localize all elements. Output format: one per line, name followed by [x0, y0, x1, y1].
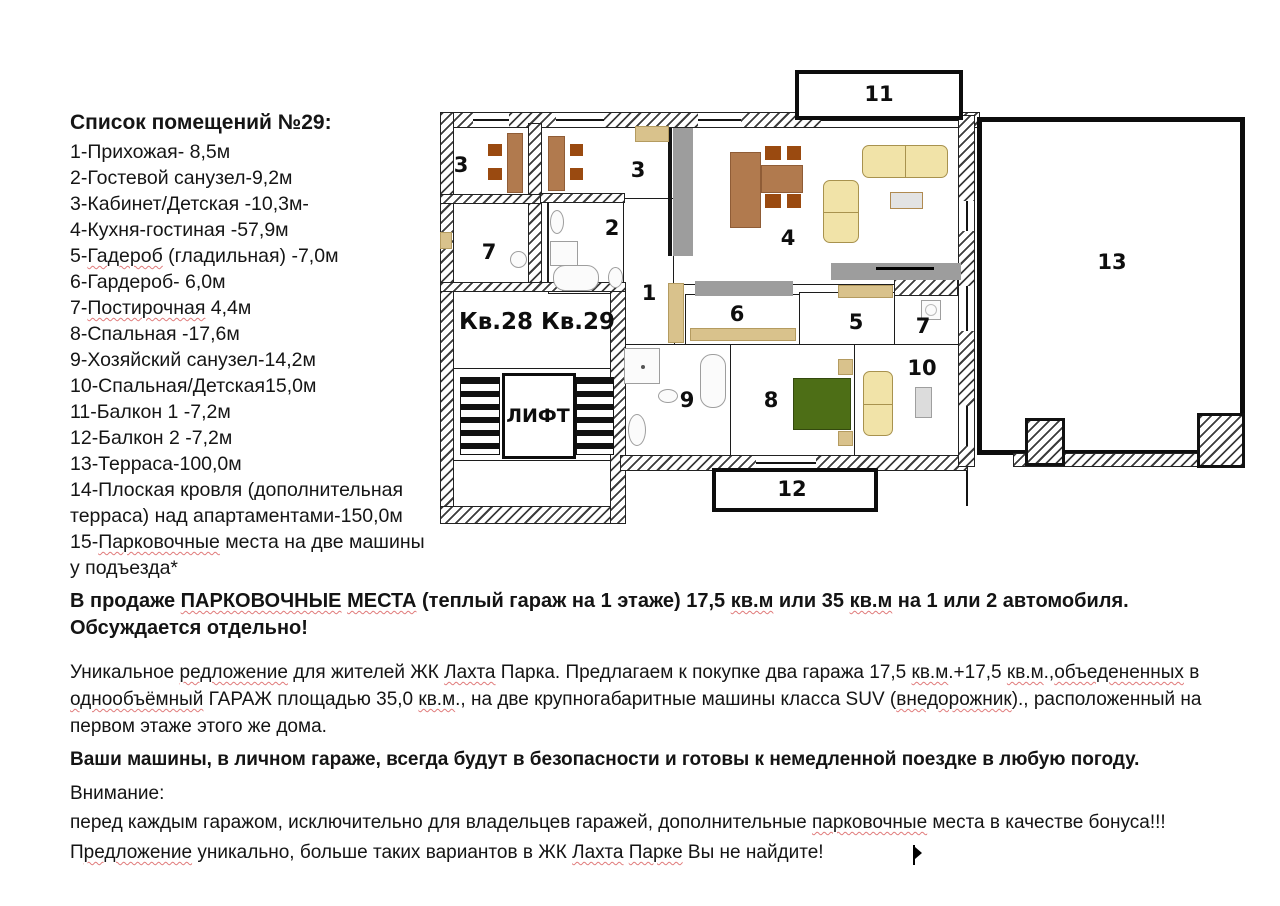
shower — [550, 241, 578, 266]
sofa — [862, 145, 948, 178]
wardrobe-cabinet — [695, 281, 793, 296]
bathtub — [553, 265, 599, 291]
wall-bottom-left — [440, 506, 626, 524]
room-5-wardrobe — [799, 292, 896, 346]
bed — [793, 378, 851, 430]
list-item: 12-Балкон 2 -7,2м — [70, 427, 233, 449]
unit-29-label: Кв.29 — [540, 309, 616, 335]
sofa — [863, 371, 893, 436]
rug — [915, 387, 932, 418]
list-item: 9-Хозяйский санузел-14,2м — [70, 349, 316, 371]
closet — [635, 126, 669, 142]
dining-table — [730, 152, 761, 228]
room-label-3-unit28: 3 — [453, 153, 469, 177]
room-label-3: 3 — [630, 158, 646, 182]
room-label-4: 4 — [780, 226, 796, 250]
balcony-12-label: 12 — [777, 477, 807, 501]
wall-above-laundry — [894, 278, 958, 296]
list-item: 6-Гардероб- 6,0м — [70, 271, 226, 293]
floor-plan — [440, 62, 1252, 532]
room-list-title: Список помещений №29: — [70, 111, 332, 134]
sale-heading-line2: Обсуждается отдельно! — [70, 617, 308, 639]
sale-heading-line1: В продаже ПАРКОВОЧНЫЕ МЕСТА (теплый гараж на 1 этаже) 17,5 кв.м или 35 кв.м на 1 или 2 автомобиля. — [70, 590, 1129, 612]
chair — [488, 168, 502, 180]
terrace-13-label: 13 — [1097, 250, 1127, 274]
room-label-7-unit28: 7 — [481, 240, 497, 264]
list-item: 3-Кабинет/Детская -10,3м- — [70, 193, 309, 215]
room-label-5: 5 — [848, 310, 864, 334]
chair — [488, 144, 502, 156]
list-item: 11-Балкон 1 -7,2м — [70, 401, 231, 423]
room-label-9: 9 — [679, 388, 695, 412]
shower — [624, 348, 660, 384]
coffee-table — [890, 192, 923, 209]
shelf — [440, 232, 452, 249]
text-cursor-icon — [913, 845, 915, 865]
hallway-cabinet — [673, 128, 693, 256]
chair — [570, 144, 583, 156]
toilet — [608, 267, 623, 288]
room-label-1: 1 — [641, 281, 657, 305]
wall-between-units — [528, 123, 542, 288]
wall-room2-top — [540, 193, 625, 203]
tv-cabinet — [831, 263, 961, 280]
desk — [548, 136, 565, 191]
room-label-10: 10 — [907, 356, 937, 380]
attention-label: Внимание: — [70, 783, 165, 804]
unique-offer-line: Предложение уникально, больше таких вариантов в ЖК Лахта Парке Вы не найдите! — [70, 842, 824, 863]
safety-line: Ваши машины, в личном гараже, всегда будут в безопасности и готовы к немедленной поездке в любую погоду. — [70, 749, 1140, 770]
list-item: 8-Спальная -17,6м — [70, 323, 240, 345]
balcony-11-label: 11 — [864, 82, 894, 106]
elevator-label: ЛИФТ — [506, 405, 570, 427]
list-item: 5-Гадероб (гладильная) -7,0м — [70, 245, 339, 267]
toilet — [658, 389, 678, 403]
sofa — [823, 180, 859, 243]
list-item: 15-Парковочные места на две машины у подъезда* — [70, 531, 425, 579]
wall-room3-7 — [440, 194, 542, 204]
desk — [507, 133, 523, 193]
chair — [765, 146, 781, 160]
wardrobe-shelf — [690, 328, 796, 341]
list-item: 13-Терраса-100,0м — [70, 453, 242, 475]
bathtub — [700, 354, 726, 408]
room-list-items — [70, 139, 436, 581]
wardrobe-shelf — [838, 285, 893, 298]
offer-paragraph: Уникальное редложение для жителей ЖК Лахта Парка. Предлагаем к покупке два гаража 17,5 кв.м.+17,5 кв.м.,объедененных в однообъёмный ГАРАЖ площадью 35,0 кв.м., на две крупногабаритные машины класса SUV (внедорожник)., расположенный на первом этаже этого же дома. — [70, 662, 1202, 737]
nightstand — [838, 431, 853, 446]
nightstand — [838, 359, 853, 375]
terrace-13 — [977, 117, 1245, 455]
list-item: 14-Плоская кровля (дополнительная терраса) над апартаментами-150,0м — [70, 479, 404, 527]
wall-hallway-right — [668, 128, 672, 256]
room-label-2: 2 — [604, 216, 620, 240]
chair — [570, 168, 583, 180]
sink — [550, 210, 564, 234]
unit-28-label: Кв.28 — [458, 309, 534, 335]
hallway-wardrobe — [668, 283, 684, 343]
wall-left — [440, 112, 454, 524]
chair — [787, 194, 801, 208]
list-item: 10-Спальная/Детская15,0м — [70, 375, 317, 397]
room-label-7: 7 — [915, 314, 931, 338]
wall-right — [958, 115, 975, 467]
room-label-8: 8 — [763, 388, 779, 412]
stairs-right — [576, 377, 614, 455]
room-list — [70, 110, 436, 581]
room-label-6: 6 — [729, 302, 745, 326]
terrace-pillar-right — [1197, 413, 1245, 468]
sink — [510, 251, 527, 268]
bonus-line: перед каждым гаражом, исключительно для владельцев гаражей, дополнительные парковочные места в качестве бонуса!!! — [70, 812, 1166, 833]
list-item: 1-Прихожая- 8,5м — [70, 141, 231, 163]
stairs-left — [460, 377, 500, 455]
dining-table — [761, 165, 803, 193]
list-item: 2-Гостевой санузел-9,2м — [70, 167, 293, 189]
chair — [787, 146, 801, 160]
chair — [765, 194, 781, 208]
terrace-pillar-left — [1025, 418, 1065, 466]
list-item: 7-Постирочная 4,4м — [70, 297, 252, 319]
list-item: 4-Кухня-гостиная -57,9м — [70, 219, 289, 241]
sink — [628, 414, 646, 446]
